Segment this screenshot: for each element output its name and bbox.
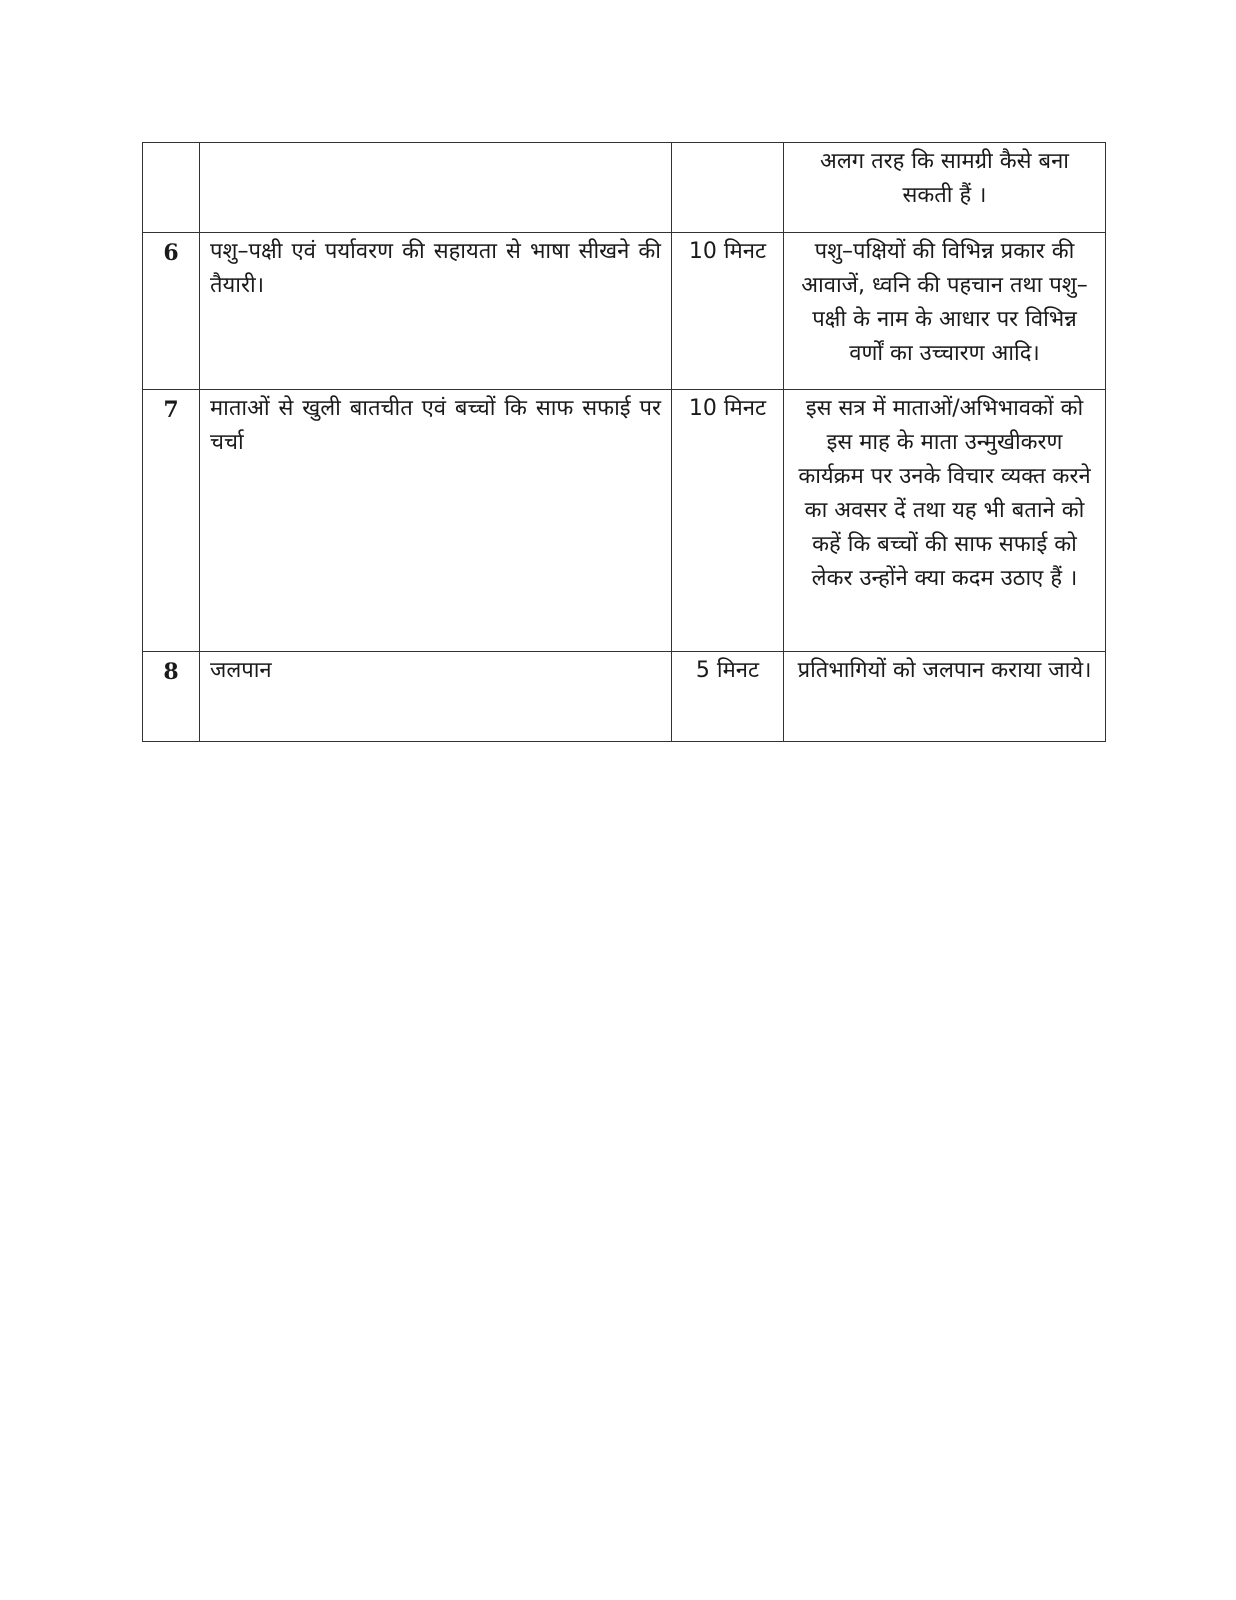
- activity-cell: माताओं से खुली बातचीत एवं बच्चों कि साफ सफाई पर चर्चा: [200, 390, 672, 652]
- activity-cell: जलपान: [200, 652, 672, 742]
- table-row: [143, 390, 1106, 652]
- description-cell: पशु–पक्षियों की विभिन्न प्रकार की आवाजें, ध्वनि की पहचान तथा पशु–पक्षी के नाम के आधार पर विभिन्न वर्णों का उच्चारण आदि।: [784, 233, 1106, 390]
- row-number: 6: [143, 233, 200, 390]
- table-row: [143, 233, 1106, 390]
- description-cell: प्रतिभागियों को जलपान कराया जाये।: [784, 652, 1106, 742]
- row-number: 7: [143, 390, 200, 652]
- row-number: 8: [143, 652, 200, 742]
- description-cell: इस सत्र में माताओं/अभिभावकों को इस माह के माता उन्मुखीकरण कार्यक्रम पर उनके विचार व्यक्त करने का अवसर दें तथा यह भी बताने को कहें कि बच्चों की साफ सफाई को लेकर उन्होंने क्या कदम उठाए हैं ।: [784, 390, 1106, 652]
- activity-cell: [200, 143, 672, 233]
- time-cell: 10 मिनट: [672, 233, 784, 390]
- time-cell: 10 मिनट: [672, 390, 784, 652]
- activity-cell: पशु–पक्षी एवं पर्यावरण की सहायता से भाषा सीखने की तैयारी।: [200, 233, 672, 390]
- description-cell: अलग तरह कि सामग्री कैसे बना सकती हैं ।: [784, 143, 1106, 233]
- row-number: [143, 143, 200, 233]
- time-cell: [672, 143, 784, 233]
- table-row: [143, 143, 1106, 233]
- session-plan-table: [142, 142, 1106, 742]
- time-cell: 5 मिनट: [672, 652, 784, 742]
- table-row: [143, 652, 1106, 742]
